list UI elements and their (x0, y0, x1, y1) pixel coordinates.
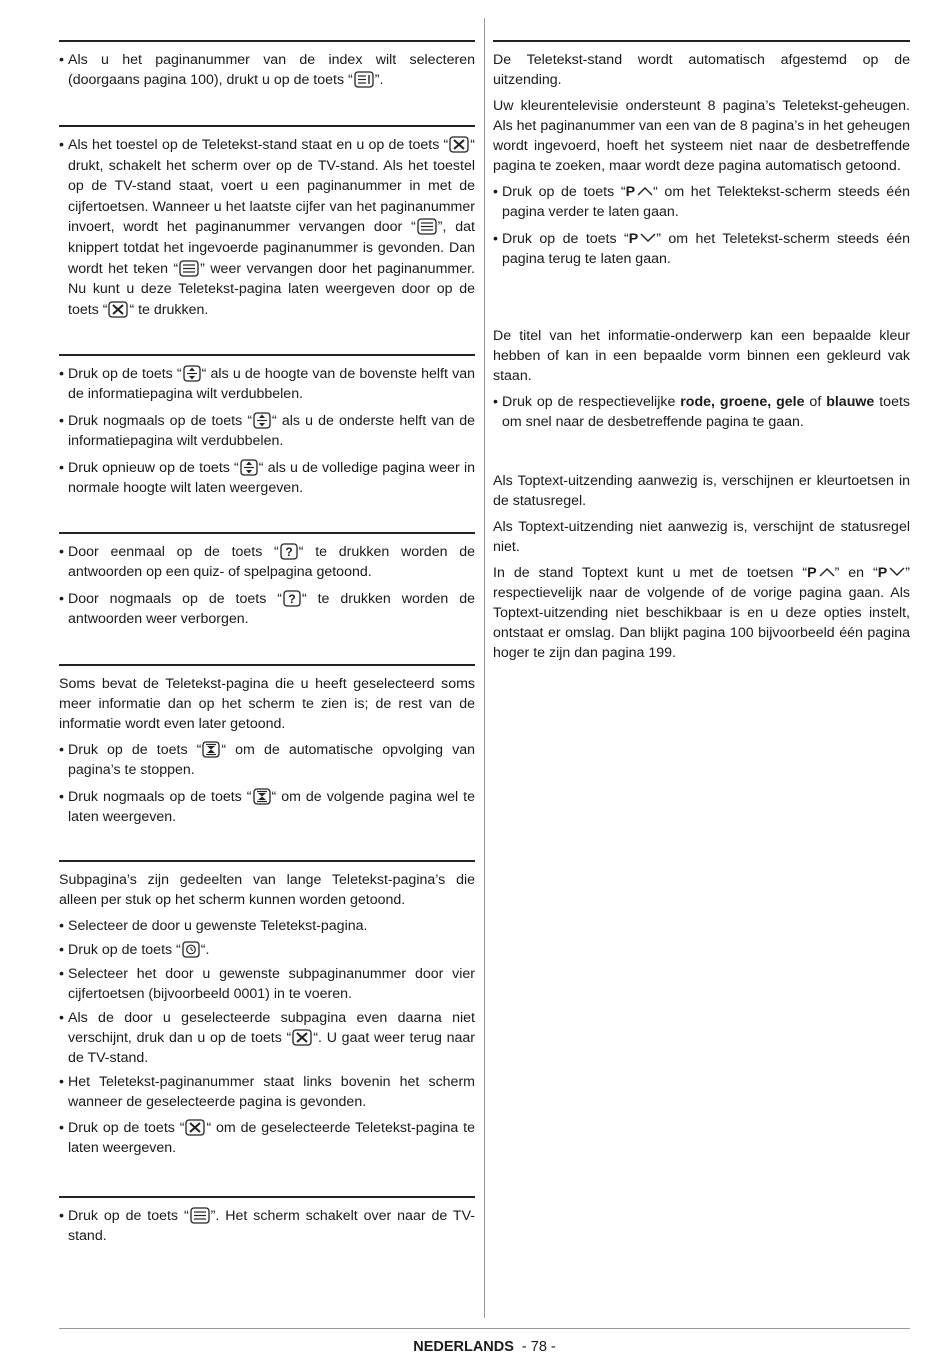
cancel-icon (185, 1119, 205, 1136)
list-item: • Druk op de toets “ ”. Het scherm schakelt over naar de TV-stand. (59, 1206, 475, 1246)
section-exit (59, 1196, 475, 1253)
section-subpage (59, 860, 475, 1165)
list-item: • Door eenmaal op de toets “ ? “ te drukken worden de antwoorden op een quiz- of spelpagina getoond. (59, 542, 475, 582)
page-down-icon (640, 233, 656, 243)
section-toptext (493, 471, 910, 669)
section-memory (493, 40, 910, 276)
cancel-icon (449, 136, 469, 153)
page-number: - 78 - (521, 1339, 556, 1355)
paragraph: De Teletekst-stand wordt automatisch afgestemd op de uitzending. (493, 52, 910, 88)
cancel-icon (108, 301, 128, 318)
list-item: • Druk op de toets “ “. (59, 940, 475, 960)
paragraph: Als Toptext-uitzending aanwezig is, verschijnen er kleurtoetsen in de statusregel. (493, 473, 910, 509)
list-item: • Druk op de respectievelijke rode, groene, gele of blauwe toets om snel naar de desbetreffende pagina te gaan. (493, 392, 910, 432)
section-hold (59, 664, 475, 834)
cancel-icon (292, 1029, 312, 1046)
text-icon (190, 1207, 210, 1224)
paragraph: Uw kleurentelevisie ondersteunt 8 pagina’s Teletekst-geheugen. Als het paginanummer van een van de 8 pagina’s in het geheugen wordt ingevoerd, hoeft het systeem niet naar de desbetreffende pagina te zoeken, maar wordt deze pagina automatisch getoond. (493, 98, 911, 174)
svg-text:?: ? (288, 592, 296, 606)
paragraph: De titel van het informatie-onderwerp kan een bepaalde kleur hebben of kan in een bepaalde vorm binnen een gekleurd vak staan. (493, 328, 910, 384)
section-expand (59, 354, 475, 505)
list-item: • Selecteer het door u gewenste subpaginanummer door vier cijfertoetsen (bijvoorbeeld 0001) in te voeren. (59, 964, 475, 1004)
page-down-key: P (629, 231, 656, 247)
paragraph: Als Toptext-uitzending niet aanwezig is, verschijnt de statusregel niet. (493, 519, 910, 555)
list-item: • Druk nogmaals op de toets “ “ als u de onderste helft van de informatiepagina wilt verdubbelen. (59, 411, 475, 451)
subpage-icon (182, 941, 200, 958)
page-footer (59, 1328, 910, 1355)
list-item: • Druk op de toets “ “ om de automatische opvolging van pagina’s te stoppen. (59, 740, 475, 780)
list-item: • Druk op de toets “P “ om het Telektekst-scherm steeds één pagina verder te laten gaan. (493, 182, 910, 222)
list-item: • Druk op de toets “ “ om de geselecteerde Teletekst-pagina te laten weergeven. (59, 1118, 475, 1158)
section-reveal (59, 532, 475, 636)
footer-language: NEDERLANDS (413, 1339, 514, 1355)
paragraph: Subpagina’s zijn gedeelten van lange Teletekst-pagina’s die alleen per stuk op het scherm kunnen worden getoond. (59, 872, 475, 908)
column-divider (484, 18, 485, 1318)
index-icon (354, 71, 374, 88)
list-item: • Als u het paginanummer van de index wilt selecteren (doorgaans pagina 100), drukt u op de toets “ ”. (59, 50, 475, 90)
list-item: • Druk opnieuw op de toets “ “ als u de volledige pagina weer in normale hoogte wilt laten weergeven. (59, 458, 475, 498)
list-item: • Druk op de toets “P ” om het Teletekst-scherm steeds één pagina terug te laten gaan. (493, 229, 910, 269)
page-down-key: P (878, 565, 905, 581)
list-item: • Het Teletekst-paginanummer staat links bovenin het scherm wanneer de geselecteerde pagina is gevonden. (59, 1072, 475, 1112)
expand-icon (183, 365, 201, 382)
hold-icon (202, 741, 220, 758)
page-up-icon (819, 567, 835, 577)
paragraph: Soms bevat de Teletekst-pagina die u heeft geselecteerd soms meer informatie dan op het scherm te zien is; de rest van de informatie wordt even later getoond. (59, 676, 475, 732)
list-item: • Druk nogmaals op de toets “ “ om de volgende pagina wel te laten weergeven. (59, 787, 475, 827)
reveal-icon (283, 590, 301, 607)
page-up-key: P (626, 184, 653, 200)
expand-icon (253, 412, 271, 429)
page-down-icon (889, 567, 905, 577)
expand-icon (240, 459, 258, 476)
text-icon (417, 218, 437, 235)
list-item: • Druk op de toets “ “ als u de hoogte van de bovenste helft van de informatiepagina wilt verdubbelen. (59, 364, 475, 404)
list-item: • Selecteer de door u gewenste Teletekst-pagina. (59, 916, 475, 936)
paragraph: In de stand Toptext kunt u met de toetsen “P ” en “P ” respectievelijk naar de volgende of de vorige pagina gaan. Als Toptext-uitzending niet beschikbaar is en u deze opties instelt, ontstaat er omslag. Dan blijkt pagina 100 bijvoorbeeld één pagina hoger te zijn dan pagina 199. (493, 565, 910, 661)
section-fastext (493, 326, 910, 439)
list-item: • Als de door u geselecteerde subpagina even daarna niet verschijnt, druk dan u op de toets “ “. U gaat weer terug naar de TV-stand. (59, 1008, 475, 1068)
section-index (59, 40, 475, 97)
list-item: • Door nogmaals op de toets “ ? “ te drukken worden de antwoorden weer verborgen. (59, 589, 475, 629)
list-item: • Als het toestel op de Teletekst-stand staat en u op de toets “ “ drukt, schakelt het scherm over op de TV-stand. Als het toestel op de TV-stand staat, voert u een paginanummer in met de cijfertoetsen. Wanneer u het laatste cijfer van het paginanummer invoert, wordt het paginanummer vervangen door “ ”, dat knippert totdat het ingevoerde paginanummer is gevonden. Dan wordt het teken “ ” weer vervangen door het paginanummer. Nu kunt u deze Teletekst-pagina laten weergeven door op de toets “ “ te drukken. (59, 135, 475, 320)
section-page-select (59, 125, 475, 327)
text-icon (179, 260, 199, 277)
svg-text:?: ? (285, 545, 293, 559)
hold-icon (253, 788, 271, 805)
reveal-icon (280, 543, 298, 560)
page-up-icon (637, 186, 653, 196)
page-up-key: P (807, 565, 834, 581)
